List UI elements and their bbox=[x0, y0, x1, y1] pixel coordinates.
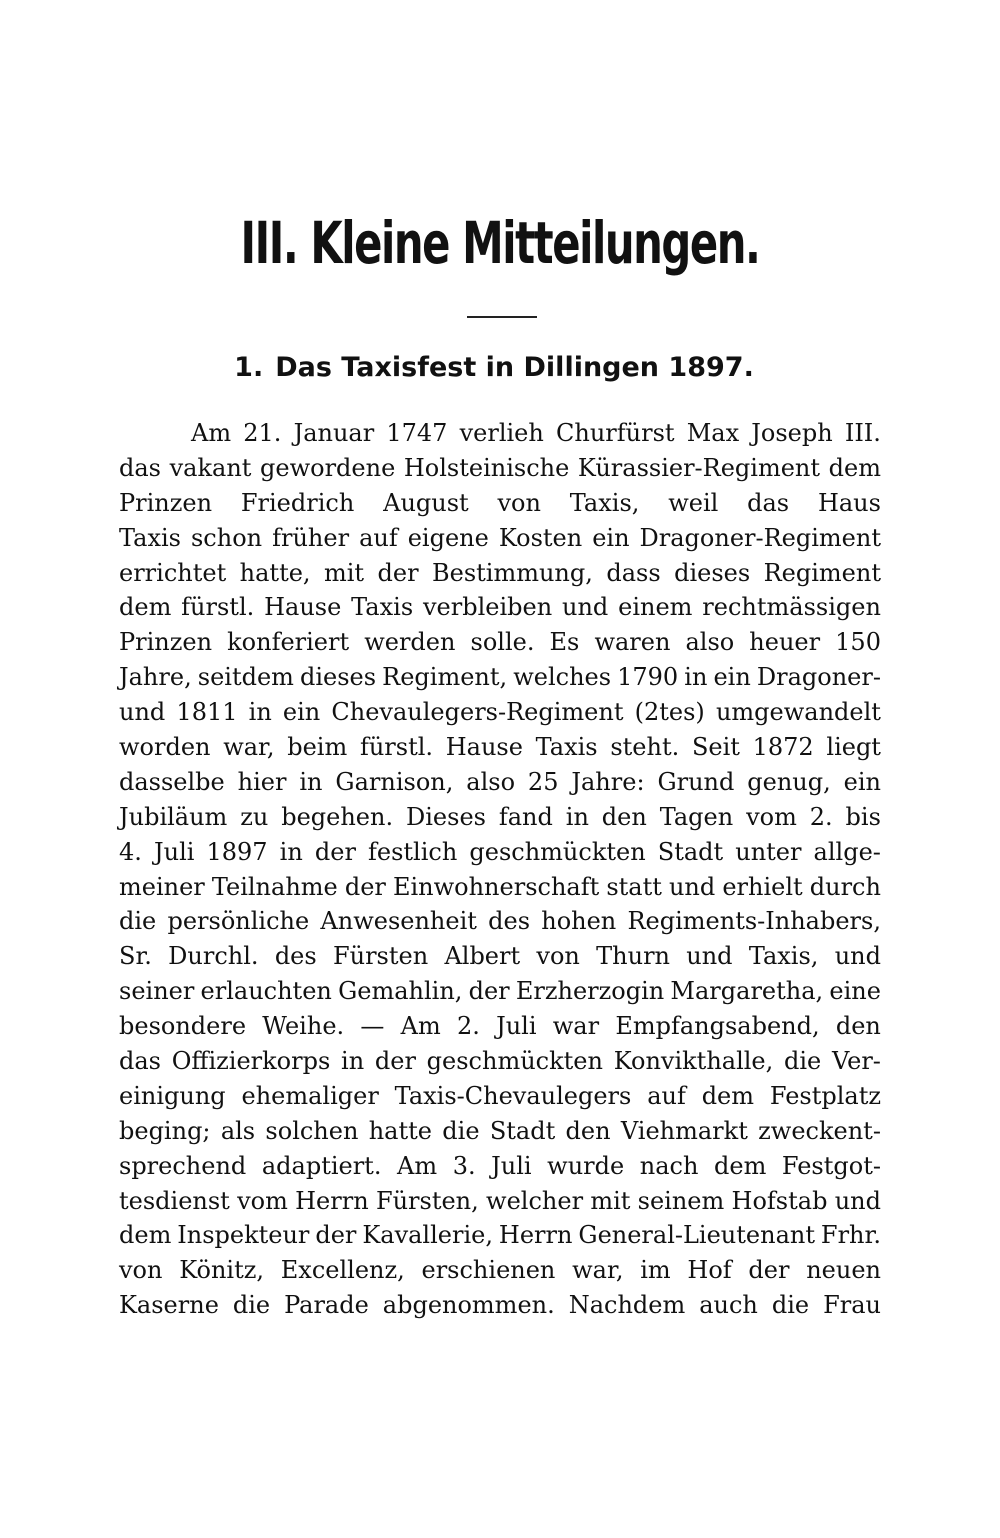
text-line: dem fürstl. Hause Taxis verbleiben und einem rechtmässigen bbox=[119, 593, 881, 622]
text-line: meiner Teilnahme der Einwohnerschaft statt und erhielt durch bbox=[119, 872, 881, 901]
text-line: tesdienst vom Herrn Fürsten, welcher mit seinem Hofstab und bbox=[119, 1186, 881, 1215]
text-line: seiner erlauchten Gemahlin, der Erzherzogin Margaretha, eine bbox=[119, 977, 881, 1006]
text-line: Jubiläum zu begehen. Dieses fand in den Tagen vom 2. bis bbox=[119, 802, 881, 831]
text-line: Taxis schon früher auf eigene Kosten ein Dragoner-Regiment bbox=[119, 523, 881, 552]
body-paragraph bbox=[119, 416, 881, 1323]
text-line: Kaserne die Parade abgenommen. Nachdem auch die Frau bbox=[119, 1291, 881, 1320]
text-line: und 1811 in ein Chevaulegers-Regiment (2tes) umgewandelt bbox=[119, 698, 881, 727]
text-line: die persönliche Anwesenheit des hohen Regiments-Inhabers, bbox=[119, 907, 881, 936]
text-line: 4. Juli 1897 in der festlich geschmückten Stadt unter allge- bbox=[119, 837, 881, 866]
text-line: von Könitz, Excellenz, erschienen war, im Hof der neuen bbox=[119, 1256, 881, 1285]
text-line: errichtet hatte, mit der Bestimmung, dass dieses Regiment bbox=[119, 558, 881, 587]
section-heading bbox=[0, 350, 1000, 386]
text-line: Prinzen Friedrich August von Taxis, weil das Haus bbox=[119, 488, 881, 517]
text-line: Jahre, seitdem dieses Regiment, welches 1790 in ein Dragoner- bbox=[119, 663, 881, 692]
chapter-title: III. Kleine Mitteilungen. bbox=[240, 209, 760, 277]
section-number: 1. bbox=[234, 352, 264, 383]
text-line: Sr. Durchl. des Fürsten Albert von Thurn und Taxis, und bbox=[119, 942, 881, 971]
section-title: Das Taxisfest in Dillingen 1897. bbox=[275, 352, 754, 383]
text-line: dasselbe hier in Garnison, also 25 Jahre: Grund genug, ein bbox=[119, 767, 881, 796]
text-line: dem Inspekteur der Kavallerie, Herrn General-Lieutenant Frhr. bbox=[119, 1221, 881, 1250]
text-line: beging; als solchen hatte die Stadt den Viehmarkt zweckent- bbox=[119, 1116, 881, 1145]
title-divider bbox=[467, 316, 537, 318]
text-line: sprechend adaptiert. Am 3. Juli wurde nach dem Festgot- bbox=[119, 1151, 881, 1180]
text-line: das vakant gewordene Holsteinische Kürassier-Regiment dem bbox=[119, 453, 881, 482]
text-line: einigung ehemaliger Taxis-Chevaulegers auf dem Festplatz bbox=[119, 1081, 881, 1110]
text-line: besondere Weihe. — Am 2. Juli war Empfangsabend, den bbox=[119, 1012, 881, 1041]
text-line: worden war, beim fürstl. Hause Taxis steht. Seit 1872 liegt bbox=[119, 733, 881, 762]
text-line: Prinzen konferiert werden solle. Es waren also heuer 150 bbox=[119, 628, 881, 657]
text-line: Am 21. Januar 1747 verlieh Churfürst Max Joseph III. bbox=[191, 419, 881, 447]
text-line: das Offizierkorps in der geschmückten Konvikthalle, die Ver- bbox=[119, 1047, 881, 1076]
